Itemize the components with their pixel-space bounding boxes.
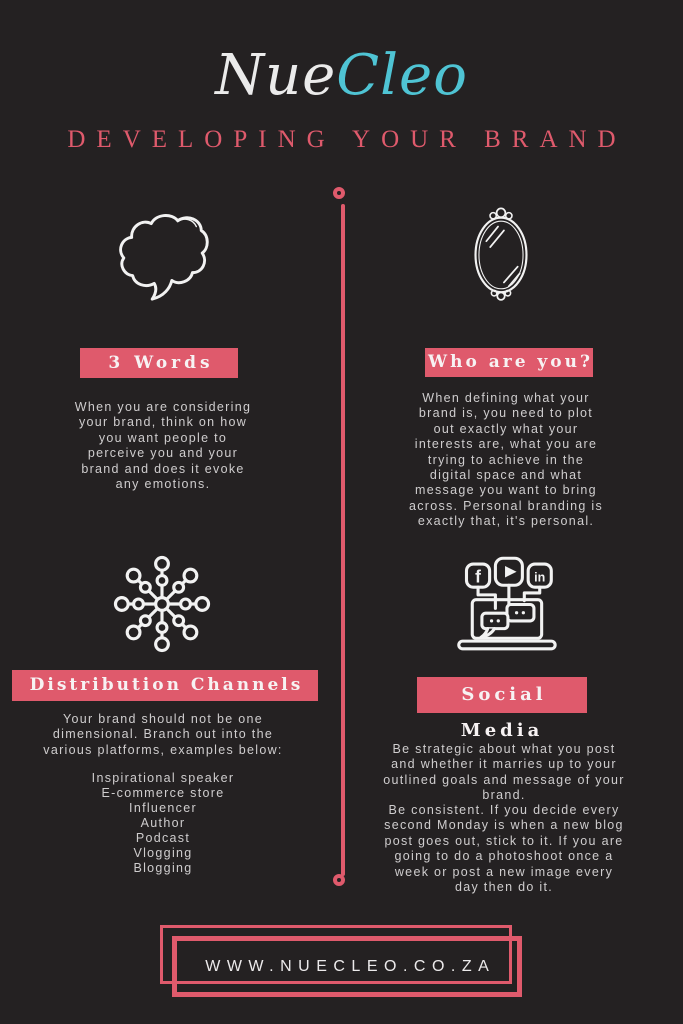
svg-text:f: f [475, 566, 481, 587]
social-media-body-2: Be consistent. If you decide every second Monday is when a new blog post goes out, stick to it. If you are going to do a photoshoot once a week or post a new image every day then do it. [384, 803, 624, 895]
heading-label: 3 Words [108, 353, 214, 373]
page-title: DEVELOPING YOUR BRAND [67, 126, 627, 153]
heading-label: Distribution Channels [29, 675, 304, 695]
list-item: E-commerce store [101, 786, 225, 800]
logo-part-nue: Nue [215, 43, 337, 108]
timeline-top-dot [333, 187, 345, 199]
thought-bubble-icon [115, 204, 213, 306]
list-item: Blogging [133, 861, 193, 875]
list-item: Inspirational speaker [91, 771, 235, 785]
section-heading-distribution-channels [12, 670, 318, 701]
network-hub-icon [113, 555, 211, 653]
heading-label: Social Media [460, 684, 547, 741]
nuecleo-logo [0, 34, 683, 118]
distribution-examples-list [36, 771, 290, 876]
who-are-you-body: When defining what your brand is, you need to plot out exactly what your interests are, what you are trying to achieve in the digital space and what message you want to bring across. Personal branding is exactly that, it's personal. [408, 391, 604, 529]
list-item: Vlogging [133, 846, 193, 860]
website-url: WWW.NUECLEO.CO.ZA [205, 958, 496, 975]
section-heading-3-words [80, 348, 238, 378]
mirror-icon [471, 204, 531, 302]
list-item: Author [140, 816, 186, 830]
section-heading-social-media [417, 677, 587, 741]
distribution-body: Your brand should not be one dimensional. Branch out into the various platforms, examples below: [43, 712, 283, 757]
logo-part-cleo: Cleo [336, 43, 468, 108]
laptop-social-icon [453, 553, 559, 657]
list-item: Influencer [129, 801, 197, 815]
timeline-bottom-dot [333, 874, 345, 886]
social-media-body-1: Be strategic about what you post and whether it marries up to your outlined goals and message of your brand. [383, 742, 625, 803]
svg-text:in: in [534, 570, 546, 585]
section-heading-who-are-you [425, 348, 593, 377]
three-words-body: When you are considering your brand, think on how you want people to perceive you and your brand and does it evoke any emotions. [74, 400, 252, 492]
heading-label: Who are you? [428, 352, 593, 372]
timeline-connector [341, 204, 345, 876]
list-item: Podcast [135, 831, 191, 845]
